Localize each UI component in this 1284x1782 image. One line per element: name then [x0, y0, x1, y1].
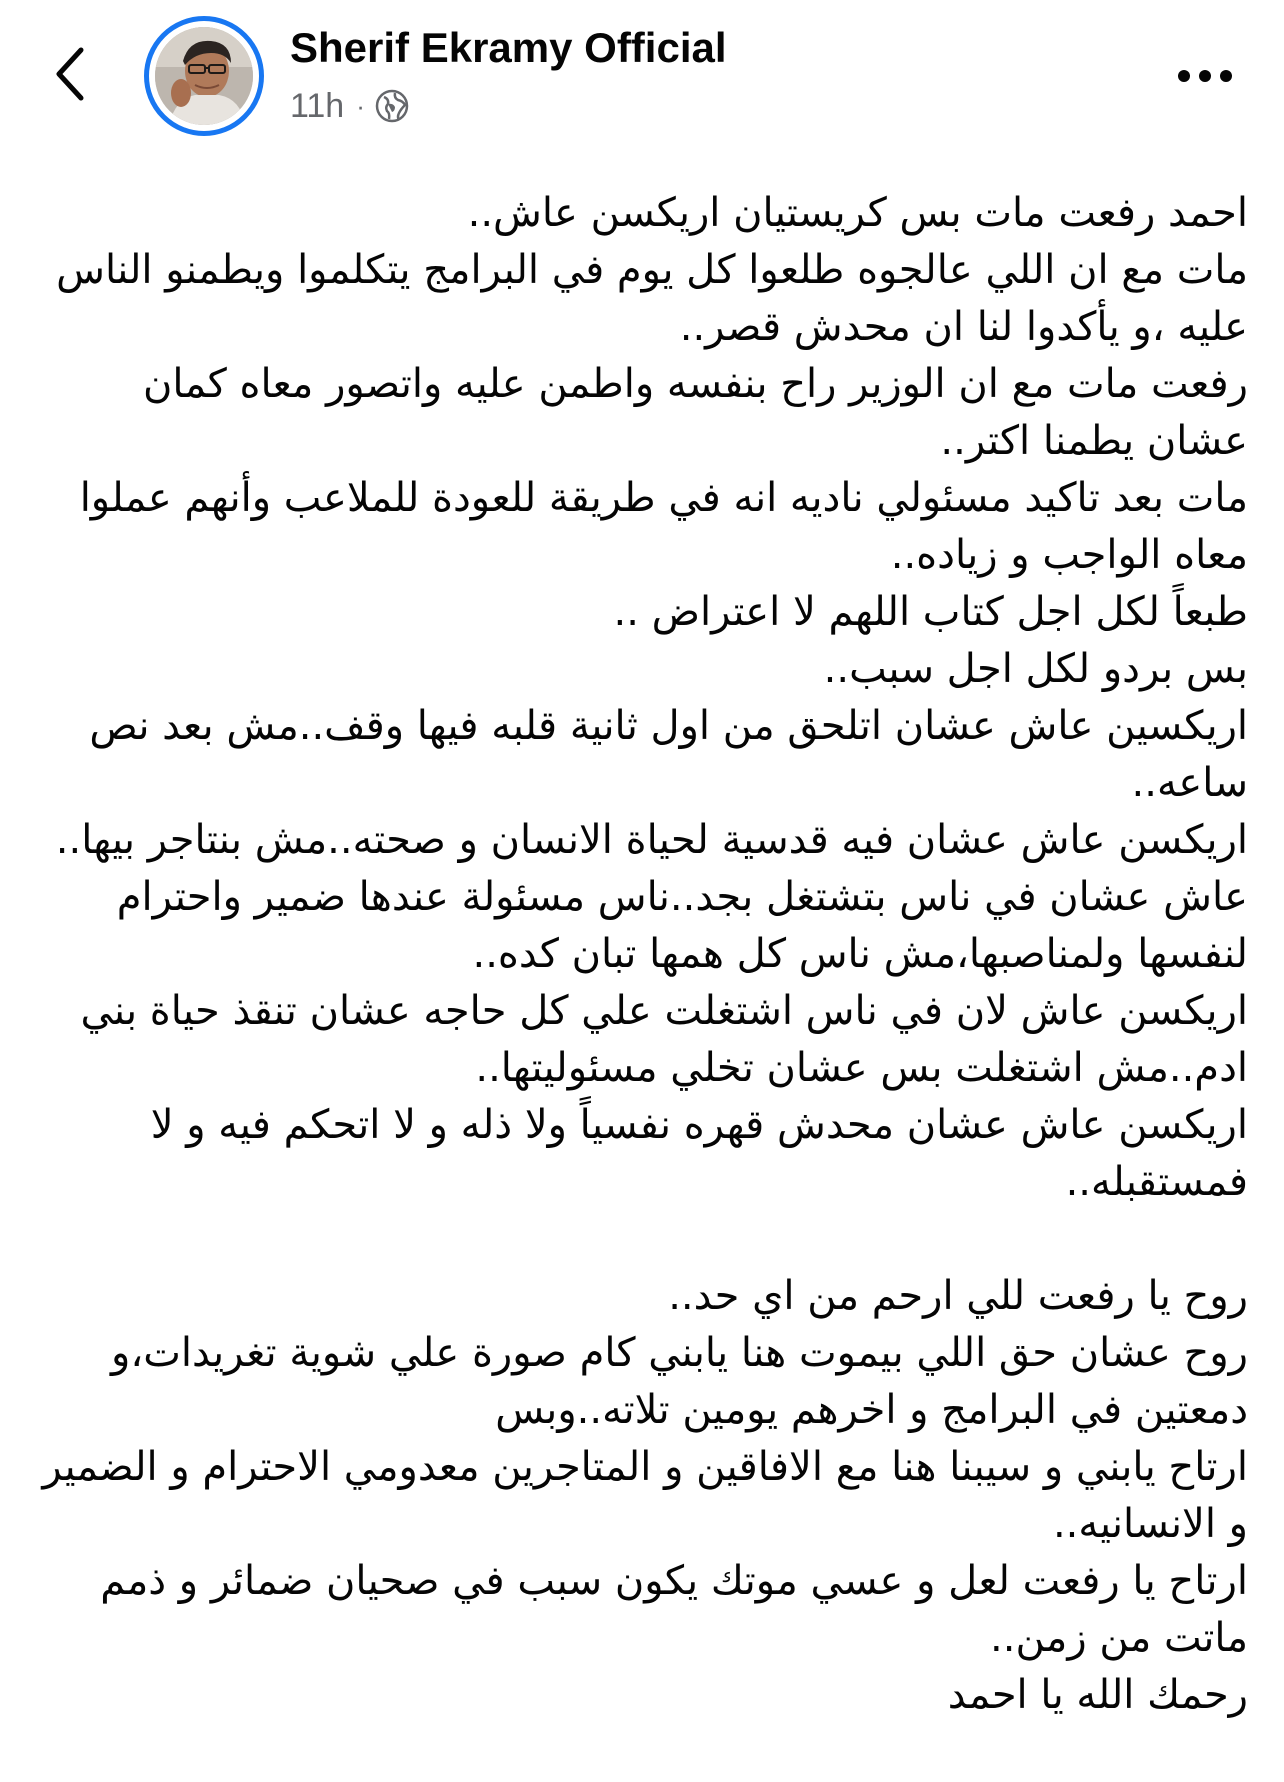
post-paragraph: ارتاح يابني و سيبنا هنا مع الافاقين و المتاجرين معدومي الاحترام و الضمير و الانسانيه..: [42, 1444, 1248, 1547]
post-paragraph: روح عشان حق اللي بيموت هنا يابني كام صورة علي شوية تغريدات،و دمعتين في البرامج و اخرهم يومين تلاته..وبس: [111, 1330, 1248, 1433]
meta-separator: ·: [356, 90, 365, 121]
post-time[interactable]: 11h: [290, 86, 345, 125]
chevron-left-icon: [53, 46, 87, 102]
post-body: [30, 185, 1248, 1724]
post-paragraph: روح يا رفعت للي ارحم من اي حد..: [668, 1273, 1248, 1319]
post-paragraph: عاش عشان في ناس بتشتغل بجد..ناس مسئولة عندها ضمير واحترام لنفسها ولمناصبها،مش ناس كل همها تبان كده..: [116, 874, 1248, 977]
post-paragraph: مات مع ان اللي عالجوه طلعوا كل يوم في البرامج يتكلموا ويطمنو الناس عليه ،و يأكدوا لنا ان محدش قصر..: [56, 247, 1248, 350]
post-paragraph: اريكسن عاش عشان محدش قهره نفسياً ولا ذله و لا اتحكم فيه و لا فمستقبله..: [150, 1102, 1248, 1205]
post-paragraph: بس بردو لكل اجل سبب..: [823, 646, 1248, 692]
avatar[interactable]: [144, 16, 264, 136]
post-paragraph: احمد رفعت مات بس كريستيان اريكسن عاش..: [467, 190, 1248, 236]
post-meta: [290, 84, 409, 128]
more-horizontal-icon: [1177, 69, 1233, 83]
post-paragraph: اريكسين عاش عشان اتلحق من اول ثانية قلبه فيها وقف..مش بعد نص ساعه..: [89, 703, 1248, 806]
post-paragraph: مات بعد تاكيد مسئولي ناديه انه في طريقة للعودة للملاعب وأنهم عملوا معاه الواجب و زياده..: [79, 475, 1248, 578]
post-paragraph: اريكسن عاش لان في ناس اشتغلت علي كل حاجه عشان تنقذ حياة بني ادم..مش اشتغلت بس عشان تخلي مسئوليتها..: [80, 988, 1248, 1091]
avatar-photo: [155, 27, 253, 125]
more-options-button[interactable]: [1170, 56, 1240, 96]
post-paragraph: رحمك الله يا احمد: [947, 1672, 1248, 1718]
back-button[interactable]: [40, 36, 100, 112]
page-name[interactable]: Sherif Ekramy Official: [290, 24, 727, 71]
paragraph-spacer: [30, 1211, 1248, 1268]
post-header: [0, 0, 1284, 150]
post-paragraph: اريكسن عاش عشان فيه قدسية لحياة الانسان و صحته..مش بنتاجر بيها..: [55, 817, 1248, 863]
post-paragraph: رفعت مات مع ان الوزير راح بنفسه واطمن عليه واتصور معاه كمان عشان يطمنا اكتر..: [143, 361, 1248, 464]
globe-icon: [375, 89, 409, 123]
post-paragraph: طبعاً لكل اجل كتاب اللهم لا اعتراض ..: [613, 589, 1248, 635]
post-paragraph: ارتاح يا رفعت لعل و عسي موتك يكون سبب في صحيان ضمائر و ذمم ماتت من زمن..: [100, 1558, 1248, 1661]
